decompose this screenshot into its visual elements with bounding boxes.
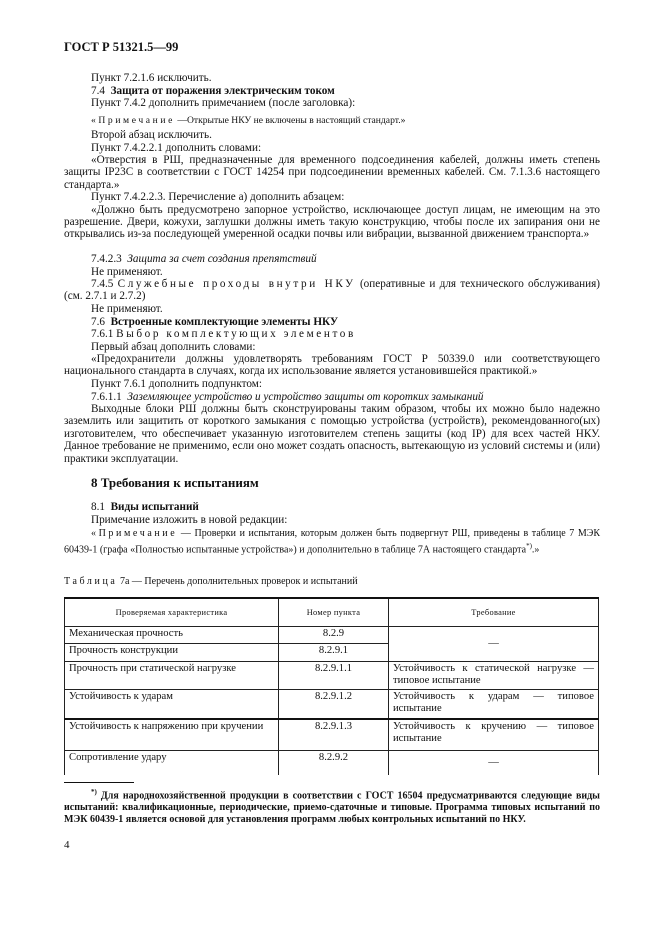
characteristic-cell: Устойчивость к напряжению при кручении: [65, 719, 279, 751]
paragraph: Пункт 7.4.2 дополнить примечанием (после заголовка):: [91, 97, 356, 109]
table-row: [65, 690, 599, 719]
section-number: 7.6.1: [91, 328, 114, 340]
clause-cell: 8.2.9.1.2: [279, 690, 389, 719]
requirement-cell: —: [389, 627, 599, 662]
paragraph: Пункт 7.4.2.2.3. Перечисление а) дополнить абзацем:: [91, 191, 345, 203]
footnote-divider: [64, 782, 134, 783]
clause-cell: 8.2.9.1.1: [279, 662, 389, 690]
footnote-mark: *): [91, 788, 97, 796]
characteristic-cell: Устойчивость к ударам: [65, 690, 279, 719]
paragraph: «Должно быть предусмотрено запорное устройство, исключающее доступ лицам, не имеющим на это разрешение. Двери, кожухи, заглушки должны иметь такую конструкцию, чтобы после их запирания они не открывались из-за последующей умеренной осадки почвы или вибрации, вызванной движением транспорта.»: [64, 203, 600, 241]
paragraph: Первый абзац дополнить словами:: [91, 340, 256, 353]
note-label: «Примечание: [91, 528, 178, 539]
table-row: [65, 662, 599, 690]
section-heading-7-4: [64, 85, 600, 97]
table-caption-text: 7а — Перечень дополнительных проверок и испытаний: [117, 576, 358, 587]
section-heading-7-4-2-3: [64, 253, 600, 265]
section-number: 7.6: [91, 315, 105, 328]
note-end: .»: [531, 544, 540, 556]
paragraph: Примечание изложить в новой редакции:: [91, 513, 288, 526]
column-header: Номер пункта: [279, 598, 389, 627]
section-heading-7-4-5: [64, 278, 600, 303]
page-number: 4: [64, 839, 70, 851]
paragraph: Второй абзац исключить.: [91, 129, 212, 141]
clause-cell: 8.2.9: [279, 627, 389, 644]
document-header: ГОСТ Р 51321.5—99: [64, 40, 179, 54]
paragraph: «Предохранители должны удовлетворять требованиям ГОСТ Р 50339.0 или соответствующего национального стандарта в случаях, когда их использование является установившейся практикой.»: [64, 353, 600, 378]
section-heading-7-6: [64, 316, 600, 328]
characteristic-cell: Прочность конструкции: [65, 644, 279, 662]
section-text: (оперативные и для технического обслуживания) (см. 2.7.1 и 2.7.2): [64, 278, 601, 303]
section-title: Заземляющее устройство и устройство защиты от коротких замыканий: [127, 390, 484, 403]
section-number: 7.4: [91, 84, 105, 97]
section-title: Виды испытаний: [110, 501, 199, 513]
table-row: [65, 627, 599, 644]
footnote-ref: *): [526, 542, 532, 550]
section-heading-8: 8 Требования к испытаниям: [91, 475, 259, 490]
section-number: 7.4.5: [91, 278, 114, 290]
section-heading-8-1: [64, 501, 600, 513]
section-title: Выбор комплектующих элементов: [116, 328, 356, 340]
paragraph: «Отверстия в РШ, предназначенные для временного подсоединения кабелей, должны иметь степень защиты IP23C в соответствии с ГОСТ 14254 при подсоединении временных кабелей. См. 7.1.3.6 настоящего стандарта.»: [64, 154, 600, 191]
section-title: Защита от поражения электрическим током: [110, 84, 335, 97]
table-caption-label: Таблица: [64, 576, 118, 587]
clause-cell: 8.2.9.1: [279, 644, 389, 662]
paragraph: Не применяют.: [91, 265, 163, 278]
note: [64, 115, 600, 127]
section-number: 7.4.2.3: [91, 253, 122, 265]
section-title: Служебные проходы внутри НКУ: [117, 278, 356, 290]
requirement-cell: Устойчивость к ударам — типовое испытание: [389, 690, 599, 719]
note-label: «Примечание: [91, 115, 175, 126]
clause-cell: 8.2.9.2: [279, 751, 389, 775]
characteristic-cell: Прочность при статической нагрузке: [65, 662, 279, 690]
characteristic-cell: Сопротивление удару: [65, 751, 279, 775]
table-7a: [64, 597, 599, 775]
section-number: 8.1: [91, 501, 105, 513]
section-heading-7-6-1: [64, 328, 600, 340]
paragraph: Выходные блоки РШ должны быть сконструированы таким образом, чтобы их можно было надежно заземлить или защитить от короткого замыкания с помощью устройства (устройств), рекомендованного(ых) изготовителем, что обеспечивает указанную изготовителем степень защиты (код IP) для всех частей НКУ. Данное требование не применимо, если оно может создать опасность, вытекающую из условий системы и (или) практики эксплуатации.: [64, 403, 600, 465]
paragraph: Не применяют.: [91, 303, 163, 315]
footnote-text: Для народнохозяйственной продукции в соответствии с ГОСТ 16504 предусматриваются следующие виды испытаний: квалификационные, периодические, приемо-сдаточные и типовые. Программа типовых испытаний по МЭК 60439-1 является основой для установления программ любых контрольных испытаний по НКУ.: [64, 790, 600, 826]
table-header-row: [65, 598, 599, 627]
paragraph: Пункт 7.6.1 дополнить подпунктом:: [91, 378, 262, 390]
note-text: —Открытые НКУ не включены в настоящий стандарт.»: [174, 115, 406, 126]
clause-cell: 8.2.9.1.3: [279, 719, 389, 751]
section-title: Защита за счет создания препятствий: [127, 253, 317, 265]
table-row: [65, 719, 599, 751]
footnote: [64, 786, 600, 826]
section-title: Встроенные комплектующие элементы НКУ: [110, 315, 339, 328]
requirement-cell: Устойчивость к кручению — типовое испытание: [389, 719, 599, 751]
requirement-cell: Устойчивость к статической нагрузке — типовое испытание: [389, 662, 599, 690]
note-text: — Проверки и испытания, которым должен быть подвергнут РШ, приведены в таблице 7 МЭК 60439-1 (графа «Полностью испытанные устройства») и дополнительно в таблице 7А настоящего стандарта: [64, 528, 600, 556]
table-row: [65, 751, 599, 775]
section-number: 7.6.1.1: [91, 390, 122, 403]
column-header: Проверяемая характеристика: [65, 598, 279, 627]
section-heading-7-6-1-1: [64, 391, 600, 403]
paragraph: Пункт 7.4.2.2.1 дополнить словами:: [91, 141, 262, 154]
requirement-cell: —: [389, 751, 599, 775]
table-caption: [64, 576, 600, 588]
characteristic-cell: Механическая прочность: [65, 627, 279, 644]
note: [64, 528, 600, 556]
paragraph: Пункт 7.2.1.6 исключить.: [91, 72, 212, 84]
column-header: Требование: [389, 598, 599, 627]
